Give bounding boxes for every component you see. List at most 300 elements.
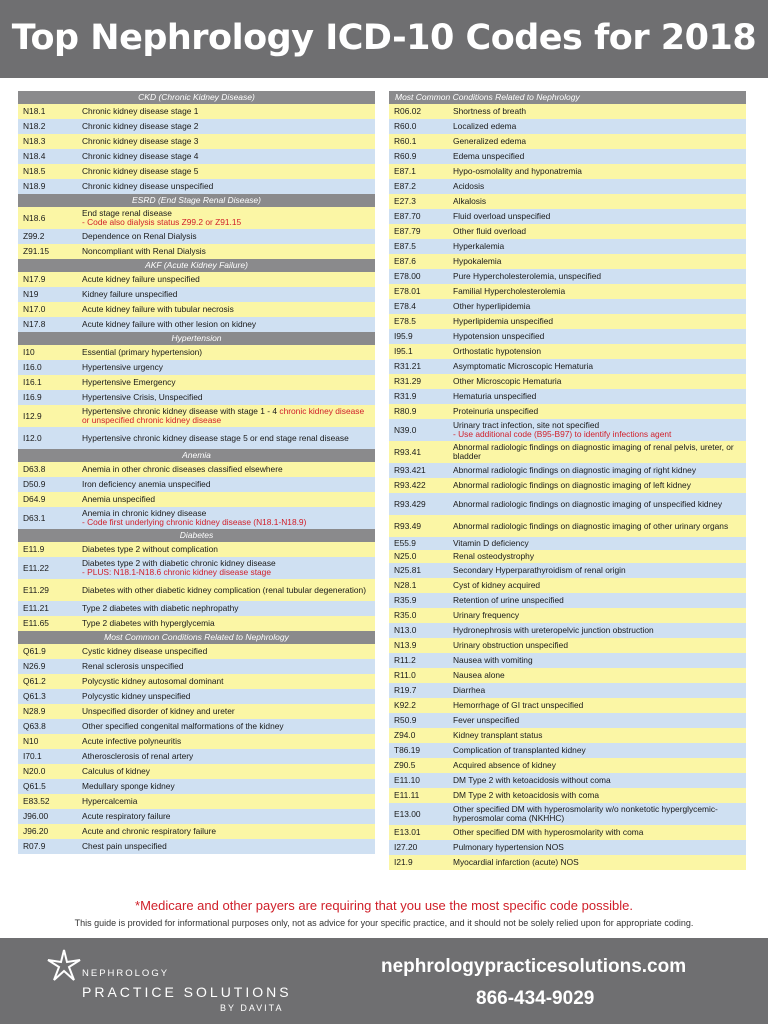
logo-line-3: BY DAVITA (220, 1003, 284, 1013)
description-text: Urinary obstruction unspecified (453, 640, 568, 650)
code-description (82, 348, 375, 357)
code-note: - PLUS: N18.1-N18.6 chronic kidney disease stage (82, 567, 272, 577)
code-description (453, 539, 746, 548)
code-description (453, 805, 746, 823)
description-text: Hemorrhage of GI tract unspecified (453, 700, 584, 710)
code-description (82, 545, 375, 554)
icd-code: E87.79 (394, 226, 421, 236)
icd-code: R31.29 (394, 376, 422, 386)
code-description (82, 619, 375, 628)
description-text: Other specified DM with hyperosmolarity with coma (453, 827, 644, 837)
code-description (82, 647, 375, 656)
code-description (453, 686, 746, 695)
icd-code: I27.20 (394, 842, 418, 852)
icd-code: N17.9 (23, 274, 46, 284)
code-row (389, 299, 746, 314)
code-row (389, 728, 746, 743)
icd-code: R06.02 (394, 106, 422, 116)
code-row (389, 269, 746, 284)
description-text: Acute respiratory failure (82, 811, 171, 821)
code-description (453, 791, 746, 800)
description-text: Polycystic kidney autosomal dominant (82, 676, 224, 686)
code-description (453, 362, 746, 371)
description-text: Dependence on Renal Dialysis (82, 231, 197, 241)
icd-code: K92.2 (394, 700, 416, 710)
code-row (18, 302, 375, 317)
code-row (389, 493, 746, 515)
code-description (453, 843, 746, 852)
icd-code: N39.0 (394, 424, 417, 435)
icd-code: N13.0 (394, 625, 417, 635)
code-description (453, 566, 746, 575)
section-header: Most Common Conditions Related to Nephrology (389, 91, 746, 104)
section-header: AKF (Acute Kidney Failure) (18, 259, 375, 272)
icd-code: D63.1 (23, 512, 46, 523)
code-row (18, 229, 375, 244)
code-description (82, 209, 375, 227)
description-text: Retention of urine unspecified (453, 595, 564, 605)
code-description (82, 662, 375, 671)
icd-code: I16.1 (23, 377, 42, 387)
footer-banner (0, 938, 768, 1024)
icd-code: D63.8 (23, 464, 46, 474)
icd-code: N18.9 (23, 181, 46, 191)
phone-number: 866-434-9029 (476, 988, 595, 1009)
code-description (453, 828, 746, 837)
icd-code: E78.00 (394, 271, 421, 281)
description-text: Nausea with vomiting (453, 655, 533, 665)
code-row (18, 207, 375, 229)
code-description (453, 731, 746, 740)
description-text: Anemia in chronic kidney disease (82, 508, 207, 518)
code-row (389, 419, 746, 441)
code-description (453, 227, 746, 236)
description-text: Acute kidney failure with other lesion on kidney (82, 319, 257, 329)
description-text: Acidosis (453, 181, 485, 191)
description-text: Pure Hypercholesterolemia, unspecified (453, 271, 602, 281)
icd-code: I16.9 (23, 392, 42, 402)
code-row (18, 579, 375, 601)
icd-code: Q61.9 (23, 646, 46, 656)
code-row (389, 344, 746, 359)
code-description (82, 363, 375, 372)
code-description (82, 275, 375, 284)
description-text: Diarrhea (453, 685, 486, 695)
icd-code: N28.9 (23, 706, 46, 716)
description-text: Cyst of kidney acquired (453, 580, 541, 590)
code-row (389, 758, 746, 773)
code-row (389, 578, 746, 593)
code-description (453, 317, 746, 326)
code-row (389, 698, 746, 713)
description-text: Proteinuria unspecified (453, 406, 539, 416)
icd-code: R80.9 (394, 406, 417, 416)
description-text: Asymptomatic Microscopic Hematuria (453, 361, 594, 371)
icd-code: Z94.0 (394, 730, 416, 740)
icd-code: N17.0 (23, 304, 46, 314)
code-row (389, 773, 746, 788)
description-text: Fever unspecified (453, 715, 520, 725)
code-description (453, 466, 746, 475)
code-description (82, 465, 375, 474)
description-text: Hematuria unspecified (453, 391, 537, 401)
code-description (453, 407, 746, 416)
code-description (82, 495, 375, 504)
description-text: Chest pain unspecified (82, 841, 167, 851)
code-description (453, 122, 746, 131)
code-note: chronic kidney disease or unspecified chronic kidney disease (82, 406, 365, 425)
icd-code: R60.0 (394, 121, 417, 131)
code-description (82, 247, 375, 256)
section-header: Hypertension (18, 332, 375, 345)
footnote: *Medicare and other payers are requiring that you use the most specific code possible. (135, 898, 633, 913)
description-text: Abnormal radiologic findings on diagnostic imaging of right kidney (453, 465, 697, 475)
logo-star-icon (44, 946, 84, 986)
icd-code: E83.52 (23, 796, 50, 806)
code-row (18, 616, 375, 631)
code-note: - Code also dialysis status Z99.2 or Z91.15 (82, 217, 242, 227)
code-row (389, 179, 746, 194)
icd-code: E27.3 (394, 196, 416, 206)
code-description (82, 559, 375, 577)
code-row (389, 441, 746, 463)
description-text: Nausea alone (453, 670, 505, 680)
icd-code: N13.9 (394, 640, 417, 650)
icd-code: E11.22 (23, 562, 49, 573)
code-row (18, 507, 375, 529)
description-text: Acute kidney failure with tubular necrosis (82, 304, 234, 314)
icd-code: E13.00 (394, 808, 421, 819)
description-text: Hypokalemia (453, 256, 502, 266)
code-row (18, 719, 375, 734)
code-row (389, 537, 746, 550)
description-text: Type 2 diabetes with diabetic nephropathy (82, 603, 239, 613)
code-description (82, 137, 375, 146)
code-row (389, 404, 746, 419)
code-description (453, 332, 746, 341)
icd-code: I95.9 (394, 331, 413, 341)
icd-code: N25.0 (394, 551, 417, 561)
code-row (389, 224, 746, 239)
icd-code: E11.11 (394, 790, 420, 800)
description-text: End stage renal disease (82, 208, 172, 218)
code-row (389, 515, 746, 537)
icd-code: R93.41 (394, 446, 422, 457)
code-description (82, 378, 375, 387)
code-description (82, 707, 375, 716)
code-description (82, 305, 375, 314)
description-text: Complication of transplanted kidney (453, 745, 586, 755)
icd-code: I70.1 (23, 751, 42, 761)
code-row (389, 638, 746, 653)
code-description (82, 752, 375, 761)
code-row (18, 104, 375, 119)
description-text: Kidney failure unspecified (82, 289, 178, 299)
code-row (18, 179, 375, 194)
code-description (82, 737, 375, 746)
code-description (82, 509, 375, 527)
code-row (18, 557, 375, 579)
icd-code: J96.00 (23, 811, 49, 821)
icd-code: E11.10 (394, 775, 420, 785)
code-description (82, 407, 375, 425)
icd-code: N25.81 (394, 565, 422, 575)
code-description (82, 677, 375, 686)
code-description (453, 481, 746, 490)
icd-code: R11.0 (394, 670, 416, 680)
code-row (18, 405, 375, 427)
code-description (82, 604, 375, 613)
code-description (453, 443, 746, 461)
code-description (453, 377, 746, 386)
description-text: Medullary sponge kidney (82, 781, 175, 791)
code-row (389, 134, 746, 149)
description-text: Alkalosis (453, 196, 487, 206)
code-row (18, 689, 375, 704)
code-row (389, 623, 746, 638)
description-text: Cystic kidney disease unspecified (82, 646, 208, 656)
code-description (453, 611, 746, 620)
icd-code: R60.1 (394, 136, 417, 146)
description-text: Diabetes type 2 with diabetic chronic kidney disease (82, 558, 276, 568)
description-text: Localized edema (453, 121, 517, 131)
code-description (82, 167, 375, 176)
icd-code: R31.21 (394, 361, 422, 371)
code-row (389, 329, 746, 344)
code-row (18, 779, 375, 794)
description-text: Secondary Hyperparathyroidism of renal origin (453, 565, 626, 575)
icd-code: T86.19 (394, 745, 421, 755)
icd-code: N10 (23, 736, 39, 746)
code-description (453, 152, 746, 161)
icd-code: I21.9 (394, 857, 413, 867)
description-text: Urinary tract infection, site not specified (453, 420, 600, 430)
code-row (18, 119, 375, 134)
code-description (82, 812, 375, 821)
icd-code: R60.9 (394, 151, 417, 161)
description-text: Diabetes type 2 without complication (82, 544, 218, 554)
description-text: Hypotension unspecified (453, 331, 545, 341)
code-description (82, 827, 375, 836)
code-row (389, 593, 746, 608)
code-description (453, 392, 746, 401)
code-description (453, 242, 746, 251)
description-text: Iron deficiency anemia unspecified (82, 479, 211, 489)
icd-code: Q61.5 (23, 781, 46, 791)
description-text: Hydronephrosis with ureteropelvic junction obstruction (453, 625, 654, 635)
code-row (389, 164, 746, 179)
code-row (389, 209, 746, 224)
icd-code: Q61.2 (23, 676, 46, 686)
code-description (82, 122, 375, 131)
icd-code: R93.429 (394, 498, 426, 509)
code-row (18, 149, 375, 164)
code-row (389, 563, 746, 578)
code-description (453, 746, 746, 755)
description-text: Other specified congenital malformations of the kidney (82, 721, 284, 731)
code-description (453, 716, 746, 725)
code-description (82, 320, 375, 329)
description-text: Edema unspecified (453, 151, 525, 161)
code-row (389, 194, 746, 209)
code-row (18, 317, 375, 332)
code-row (389, 314, 746, 329)
code-row (389, 653, 746, 668)
icd-code: R93.421 (394, 465, 426, 475)
description-text: Shortness of breath (453, 106, 527, 116)
code-row (18, 824, 375, 839)
code-row (18, 345, 375, 360)
description-text: Anemia unspecified (82, 494, 156, 504)
icd-code: Q63.8 (23, 721, 46, 731)
code-row (18, 462, 375, 477)
code-row (389, 608, 746, 623)
description-text: Polycystic kidney unspecified (82, 691, 191, 701)
description-text: Diabetes with other diabetic kidney complication (renal tubular degeneration) (82, 584, 366, 595)
description-text: Hypercalcemia (82, 796, 138, 806)
code-description (453, 347, 746, 356)
icd-code: Z91.15 (23, 246, 50, 256)
code-description (453, 421, 746, 439)
icd-code: J96.20 (23, 826, 49, 836)
description-text: Abnormal radiologic findings on diagnostic imaging of other urinary organs (453, 520, 729, 531)
description-text: Chronic kidney disease unspecified (82, 181, 214, 191)
description-text: Hypertensive chronic kidney disease with stage 1 - 4 (82, 406, 278, 416)
code-description (82, 782, 375, 791)
code-row (18, 287, 375, 302)
code-row (389, 374, 746, 389)
code-row (389, 359, 746, 374)
code-row (18, 542, 375, 557)
code-row (18, 390, 375, 405)
description-text: Chronic kidney disease stage 1 (82, 106, 199, 116)
description-text: Essential (primary hypertension) (82, 347, 203, 357)
code-description (82, 152, 375, 161)
code-row (18, 659, 375, 674)
code-description (453, 272, 746, 281)
code-note: - Code first underlying chronic kidney disease (N18.1-N18.9) (82, 517, 307, 527)
code-description (82, 232, 375, 241)
description-text: Calculus of kidney (82, 766, 150, 776)
code-description (453, 701, 746, 710)
icd-code: R35.9 (394, 595, 417, 605)
code-row (18, 164, 375, 179)
description-text: Other hyperlipidemia (453, 301, 531, 311)
description-text: Chronic kidney disease stage 4 (82, 151, 199, 161)
icd-code: I16.0 (23, 362, 42, 372)
code-description (453, 761, 746, 770)
code-description (453, 197, 746, 206)
code-row (18, 272, 375, 287)
code-row (389, 788, 746, 803)
code-description (453, 596, 746, 605)
website-link[interactable]: nephrologypracticesolutions.com (381, 956, 687, 977)
icd-code: E87.6 (394, 256, 416, 266)
code-description (82, 692, 375, 701)
icd-code: N20.0 (23, 766, 46, 776)
icd-code: D64.9 (23, 494, 46, 504)
icd-code: D50.9 (23, 479, 46, 489)
code-description (82, 480, 375, 489)
code-row (389, 284, 746, 299)
description-text: Chronic kidney disease stage 5 (82, 166, 199, 176)
code-row (389, 149, 746, 164)
code-row (389, 855, 746, 870)
description-text: DM Type 2 with ketoacidosis with coma (453, 790, 600, 800)
icd-code: N18.1 (23, 106, 46, 116)
code-row (18, 644, 375, 659)
disclaimer: This guide is provided for informational purposes only, not as advice for your specific practice, and it should not be solely relied upon for appropriate coding. (74, 918, 694, 928)
description-text: Hypertensive Crisis, Unspecified (82, 392, 203, 402)
code-row (18, 375, 375, 390)
right-code-column (389, 91, 746, 870)
code-row (18, 749, 375, 764)
logo-line-2: PRACTICE SOLUTIONS (82, 984, 292, 1000)
icd-code: N19 (23, 289, 39, 299)
icd-code: R93.49 (394, 520, 422, 531)
description-text: Acute kidney failure unspecified (82, 274, 200, 284)
description-text: Anemia in other chronic diseases classified elsewhere (82, 464, 283, 474)
icd-code: E78.5 (394, 316, 416, 326)
code-description (82, 434, 375, 443)
description-text: Generalized edema (453, 136, 527, 146)
description-text: Other specified DM with hyperosmolarity w/o nonketotic hyperglycemic-hyperosmolar coma (NKHHC) (453, 804, 718, 823)
code-description (453, 107, 746, 116)
icd-code: I12.0 (23, 432, 42, 443)
description-text: Hypo-osmolality and hyponatremia (453, 166, 582, 176)
code-row (18, 674, 375, 689)
code-description (82, 107, 375, 116)
icd-code: Z90.5 (394, 760, 416, 770)
description-text: Chronic kidney disease stage 3 (82, 136, 199, 146)
code-description (453, 167, 746, 176)
code-description (82, 797, 375, 806)
icd-code: E87.5 (394, 241, 416, 251)
description-text: Type 2 diabetes with hyperglycemia (82, 618, 215, 628)
description-text: Renal osteodystrophy (453, 551, 535, 561)
description-text: Acute infective polyneuritis (82, 736, 182, 746)
icd-code: R93.422 (394, 480, 426, 490)
icd-code: N18.3 (23, 136, 46, 146)
code-row (389, 463, 746, 478)
code-row (18, 734, 375, 749)
icd-code: E11.21 (23, 603, 49, 613)
description-text: Atherosclerosis of renal artery (82, 751, 194, 761)
code-description (82, 767, 375, 776)
code-description (453, 581, 746, 590)
icd-code: N18.4 (23, 151, 46, 161)
code-description (453, 776, 746, 785)
code-row (389, 840, 746, 855)
code-description (82, 722, 375, 731)
code-description (453, 552, 746, 561)
description-text: Unspecified disorder of kidney and ureter (82, 706, 235, 716)
code-row (18, 794, 375, 809)
section-header: Anemia (18, 449, 375, 462)
code-description (82, 842, 375, 851)
description-text: Chronic kidney disease stage 2 (82, 121, 199, 131)
left-code-column (18, 91, 375, 854)
icd-code: N18.5 (23, 166, 46, 176)
icd-code: Q61.3 (23, 691, 46, 701)
description-text: Kidney transplant status (453, 730, 543, 740)
code-row (18, 764, 375, 779)
code-row (389, 389, 746, 404)
code-description (453, 500, 746, 509)
icd-code: R31.9 (394, 391, 417, 401)
code-row (18, 601, 375, 616)
icd-code: N18.2 (23, 121, 46, 131)
